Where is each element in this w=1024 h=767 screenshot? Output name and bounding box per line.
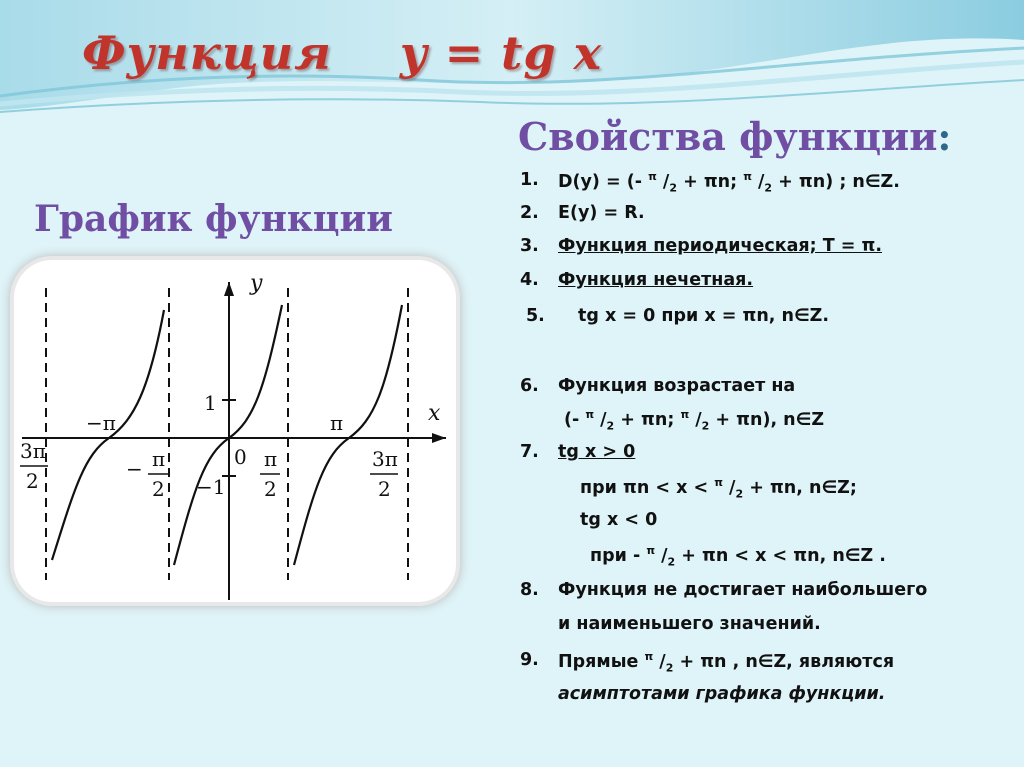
properties-heading (518, 114, 951, 159)
property-7b-part-a: при πn < x < (580, 477, 715, 498)
y-axis-arrow (224, 282, 234, 296)
property-9-part-b: / (653, 651, 666, 672)
property-7 (520, 442, 636, 462)
x-axis-label: x (428, 401, 441, 426)
property-1-sub1: 2 (669, 181, 677, 195)
property-8-number: 8. (520, 580, 539, 600)
property-9-part-a: Прямые (558, 651, 645, 672)
graph-heading: График функции (34, 198, 393, 240)
property-9-sub: 2 (665, 661, 674, 675)
x-axis-arrow (432, 433, 446, 443)
property-8 (520, 580, 928, 600)
property-6 (520, 376, 796, 396)
property-9-text (558, 650, 894, 674)
property-4 (520, 270, 754, 290)
property-7d-sub: 2 (667, 555, 676, 569)
label-neg-half-pi-num: π (152, 447, 166, 471)
property-7b-part-c: + πn, n∈Z; (743, 477, 857, 498)
property-3-text: Функция периодическая; T = π. (558, 236, 883, 256)
property-7b-part-b: / (722, 477, 736, 498)
property-1-text (558, 170, 900, 194)
property-5-text: tg x = 0 при x = πn, n∈Z. (578, 306, 830, 326)
property-7-negative: tg x < 0 (580, 510, 658, 530)
label-minus-one: −1 (196, 475, 226, 499)
property-3-number: 3. (520, 236, 539, 256)
label-minus-pi: −π (86, 411, 116, 435)
property-1-number: 1. (520, 170, 539, 190)
property-3 (520, 236, 883, 256)
property-7d-part-a: при - (590, 545, 647, 566)
property-6b-part-d: / (689, 409, 702, 430)
property-6b-part-c: + πn; (614, 409, 681, 430)
tan-branch-right (294, 305, 402, 565)
property-2-number: 2. (520, 203, 539, 223)
label-half-pi-num: π (264, 447, 278, 471)
property-8-text: Функция не достигает наибольшего (558, 580, 928, 600)
label-right-3pi: 3π (372, 447, 398, 471)
property-7-negative-interval (590, 544, 886, 568)
label-minus-sign: − (126, 457, 143, 481)
slide-title: Функция y = tg x (82, 26, 603, 80)
property-7-number: 7. (520, 442, 539, 462)
property-6b-sub1: 2 (606, 419, 615, 433)
property-9-part-c: + πn , n∈Z, являются (673, 651, 895, 672)
properties-heading-colon: : (937, 114, 952, 159)
property-7d-part-c: + πn < x < πn, n∈Z . (675, 545, 886, 566)
property-5 (526, 306, 830, 326)
property-7d-pi: π (646, 544, 656, 557)
property-7d-part-b: / (655, 545, 668, 566)
property-6-interval (564, 408, 824, 432)
tangent-graph (14, 260, 456, 602)
y-axis-label: y (250, 271, 263, 296)
property-6b-part-e: + πn), n∈Z (709, 409, 825, 430)
property-4-number: 4. (520, 270, 539, 290)
label-one: 1 (204, 391, 217, 415)
property-9-continued: асимптотами графика функции. (558, 684, 886, 704)
property-1-pi2: π (743, 170, 752, 183)
label-pi: π (330, 411, 344, 435)
label-half-pi-den: 2 (264, 477, 277, 501)
label-zero: 0 (234, 445, 247, 469)
property-7b-sub: 2 (735, 487, 744, 501)
property-7-text: tg x > 0 (558, 442, 636, 462)
property-6-number: 6. (520, 376, 539, 396)
property-6b-part-a: (- (564, 409, 586, 430)
label-left-3pi: 3π (20, 439, 46, 463)
property-1-part-c: + πn; (676, 171, 744, 192)
property-1-pi1: π (648, 170, 657, 183)
property-1-part-d: / (751, 171, 765, 192)
property-6b-part-b: / (594, 409, 607, 430)
property-6b-sub2: 2 (701, 419, 710, 433)
property-7-positive (580, 476, 857, 500)
property-4-text: Функция нечетная. (558, 270, 754, 290)
property-5-number: 5. (526, 306, 545, 326)
property-1-part-a: D(y) = (- (558, 171, 649, 192)
property-1-part-e: + πn) ; n∈Z. (772, 171, 900, 192)
label-right-two: 2 (378, 477, 391, 501)
tan-branch-left (52, 310, 164, 560)
property-7b-pi: π (714, 476, 723, 489)
property-1-sub2: 2 (764, 181, 773, 195)
property-9-pi: π (644, 650, 654, 663)
properties-heading-text: Свойства функции (518, 114, 938, 159)
property-2 (520, 203, 645, 223)
property-6b-pi2: π (680, 408, 690, 421)
property-2-text: E(y) = R. (558, 203, 645, 223)
property-6b-pi1: π (585, 408, 595, 421)
tangent-graph-svg (14, 260, 456, 602)
property-6-text: Функция возрастает на (558, 376, 796, 396)
property-9-number: 9. (520, 650, 539, 670)
property-1-part-b: / (656, 171, 670, 192)
property-8-continued: и наименьшего значений. (558, 614, 821, 634)
label-left-two: 2 (26, 469, 39, 493)
label-neg-half-pi-den: 2 (152, 477, 165, 501)
